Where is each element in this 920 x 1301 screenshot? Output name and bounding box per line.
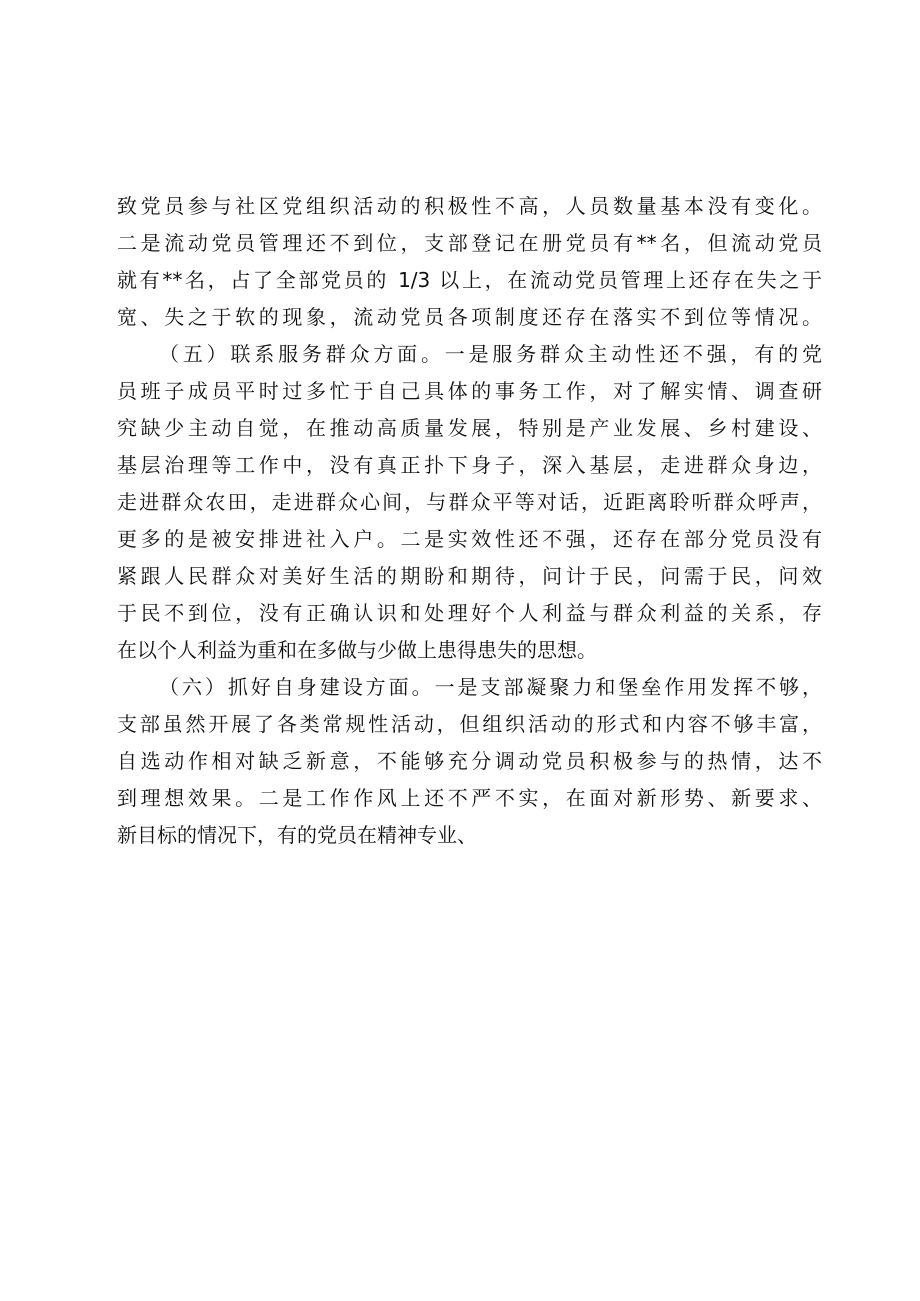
text-line: 支部虽然开展了各类常规性活动，但组织活动的形式和内容不够丰富， bbox=[117, 712, 822, 736]
text-line: 基层治理等工作中，没有真正扑下身子，深入基层，走进群众身边， bbox=[117, 453, 822, 477]
text-line: 走进群众农田，走进群众心间，与群众平等对话，近距离聆听群众呼声， bbox=[117, 490, 822, 514]
text-line: （五）联系服务群众方面。一是服务群众主动性还不强，有的党 bbox=[159, 342, 822, 366]
text-line: 宽、失之于软的现象，流动党员各项制度还存在落实不到位等情况。 bbox=[117, 305, 822, 329]
text-line: 在以个人利益为重和在多做与少做上患得患失的思想。 bbox=[117, 638, 597, 662]
paragraph-continued bbox=[117, 188, 822, 336]
text-line: （六）抓好自身建设方面。一是支部凝聚力和堡垒作用发挥不够， bbox=[159, 675, 822, 699]
text-line: 于民不到位，没有正确认识和处理好个人利益与群众利益的关系，存 bbox=[117, 601, 822, 625]
text-line: 员班子成员平时过多忙于自己具体的事务工作，对了解实情、调查研 bbox=[117, 379, 822, 403]
text-line: 到理想效果。二是工作作风上还不严不实，在面对新形势、新要求、 bbox=[117, 786, 822, 810]
text-line: 致党员参与社区党组织活动的积极性不高，人员数量基本没有变化。 bbox=[117, 194, 822, 218]
text-line: 就有**名，占了全部党员的 1/3 以上，在流动党员管理上还存在失之于 bbox=[117, 268, 822, 292]
text-line: 紧跟人民群众对美好生活的期盼和期待，问计于民，问需于民，问效 bbox=[117, 564, 822, 588]
paragraph-section-six bbox=[117, 669, 822, 854]
text-line: 更多的是被安排进社入户。二是实效性还不强，还存在部分党员没有 bbox=[117, 527, 822, 551]
text-line: 自选动作相对缺乏新意，不能够充分调动党员积极参与的热情，达不 bbox=[117, 749, 822, 773]
text-line: 究缺少主动自觉，在推动高质量发展，特别是产业发展、乡村建设、 bbox=[117, 416, 822, 440]
text-line: 二是流动党员管理还不到位，支部登记在册党员有**名，但流动党员 bbox=[117, 231, 822, 255]
text-line: 新目标的情况下，有的党员在精神专业、 bbox=[117, 823, 477, 847]
paragraph-section-five bbox=[117, 336, 822, 669]
document-body bbox=[117, 188, 822, 854]
